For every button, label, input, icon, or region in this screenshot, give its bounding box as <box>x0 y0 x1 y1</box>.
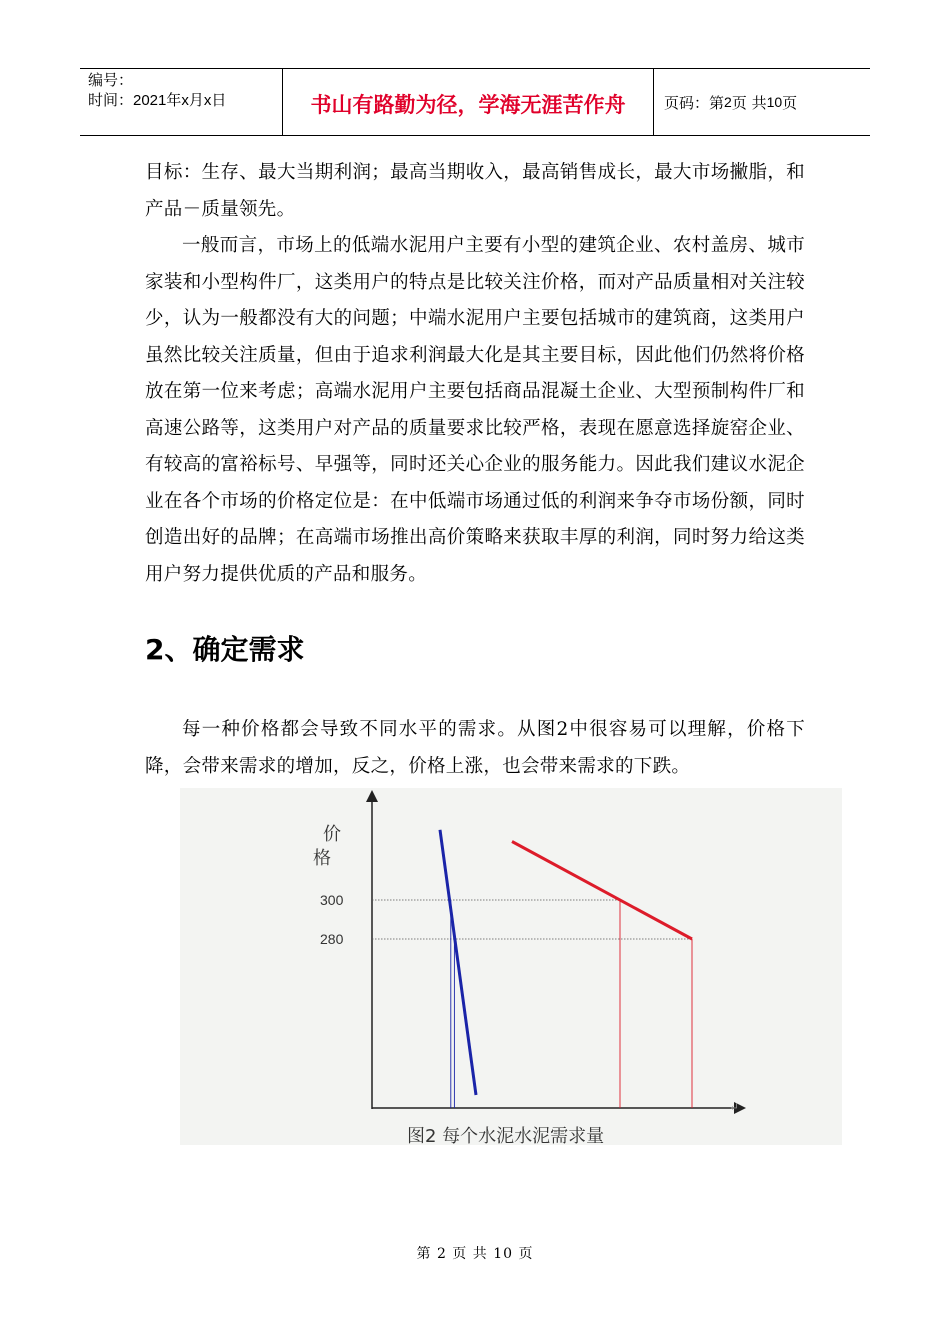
return-mark: ↵ <box>729 1100 740 1114</box>
page-header <box>80 68 870 136</box>
demand-chart <box>180 788 842 1145</box>
page-prefix: 页码：第 <box>664 93 725 112</box>
series-line-1 <box>512 842 692 940</box>
page-num: 2 <box>724 94 732 110</box>
header-page-info <box>654 69 870 135</box>
page-suffix: 页 <box>782 93 798 112</box>
paragraph-goals: 目标：生存、最大当期利润；最高当期收入，最高销售成长，最大市场撇脂，和产品－质量领先。 <box>145 162 805 220</box>
series-line-0 <box>440 830 476 1095</box>
chart-caption: 图2 每个水泥水泥需求量 <box>407 1126 605 1145</box>
paragraph-market: 一般而言，市场上的低端水泥用户主要有小型的建筑企业、农村盖房、城市家装和小型构件厂，这类用户的特点是比较关注价格，而对产品质量相对关注较少，认为一般都没有大的问题；中端水泥用户主要包括城市的建筑商，这类用户虽然比较关注质量，但由于追求利润最大化是其主要目标，因此他们仍然将价格放在第一位来考虑；高端水泥用户主要包括商品混凝土企业、大型预制构件厂和高速公路等，这类用户对产品的质量要求比较严格，表现在愿意选择旋窑企业、有较高的富裕标号、早强等，同时还关心企业的服务能力。因此我们建议水泥企业在各个市场的价格定位是：在中低端市场通过低的利润来争夺市场份额，同时创造出好的品牌；在高端市场推出高价策略来获取丰厚的利润，同时努力给这类用户努力提供优质的产品和服务。 <box>145 235 805 585</box>
y-tick-label: 300 <box>320 892 344 908</box>
header-meta <box>80 69 282 135</box>
paragraph-demand: 每一种价格都会导致不同水平的需求。从图2中很容易可以理解，价格下降，会带来需求的增加，反之，价格上涨，也会带来需求的下跌。 <box>145 719 805 777</box>
page-mid: 页 共 <box>731 93 767 112</box>
time-label: 时间：2021年x月x日 <box>88 92 227 109</box>
y-tick-label: 280 <box>320 931 344 947</box>
header-motto: 书山有路勤为径，学海无涯苦作舟 <box>282 69 654 135</box>
demand-figure <box>180 788 842 1145</box>
page-total: 10 <box>766 94 783 110</box>
section-heading: 2、确定需求 <box>145 633 305 666</box>
page-footer: 第 2 页 共 10 页 <box>416 1246 534 1262</box>
serial-label: 编号： <box>88 72 134 89</box>
y-label-top: 价 <box>323 824 341 845</box>
y-label-bottom: 格 <box>313 848 331 869</box>
